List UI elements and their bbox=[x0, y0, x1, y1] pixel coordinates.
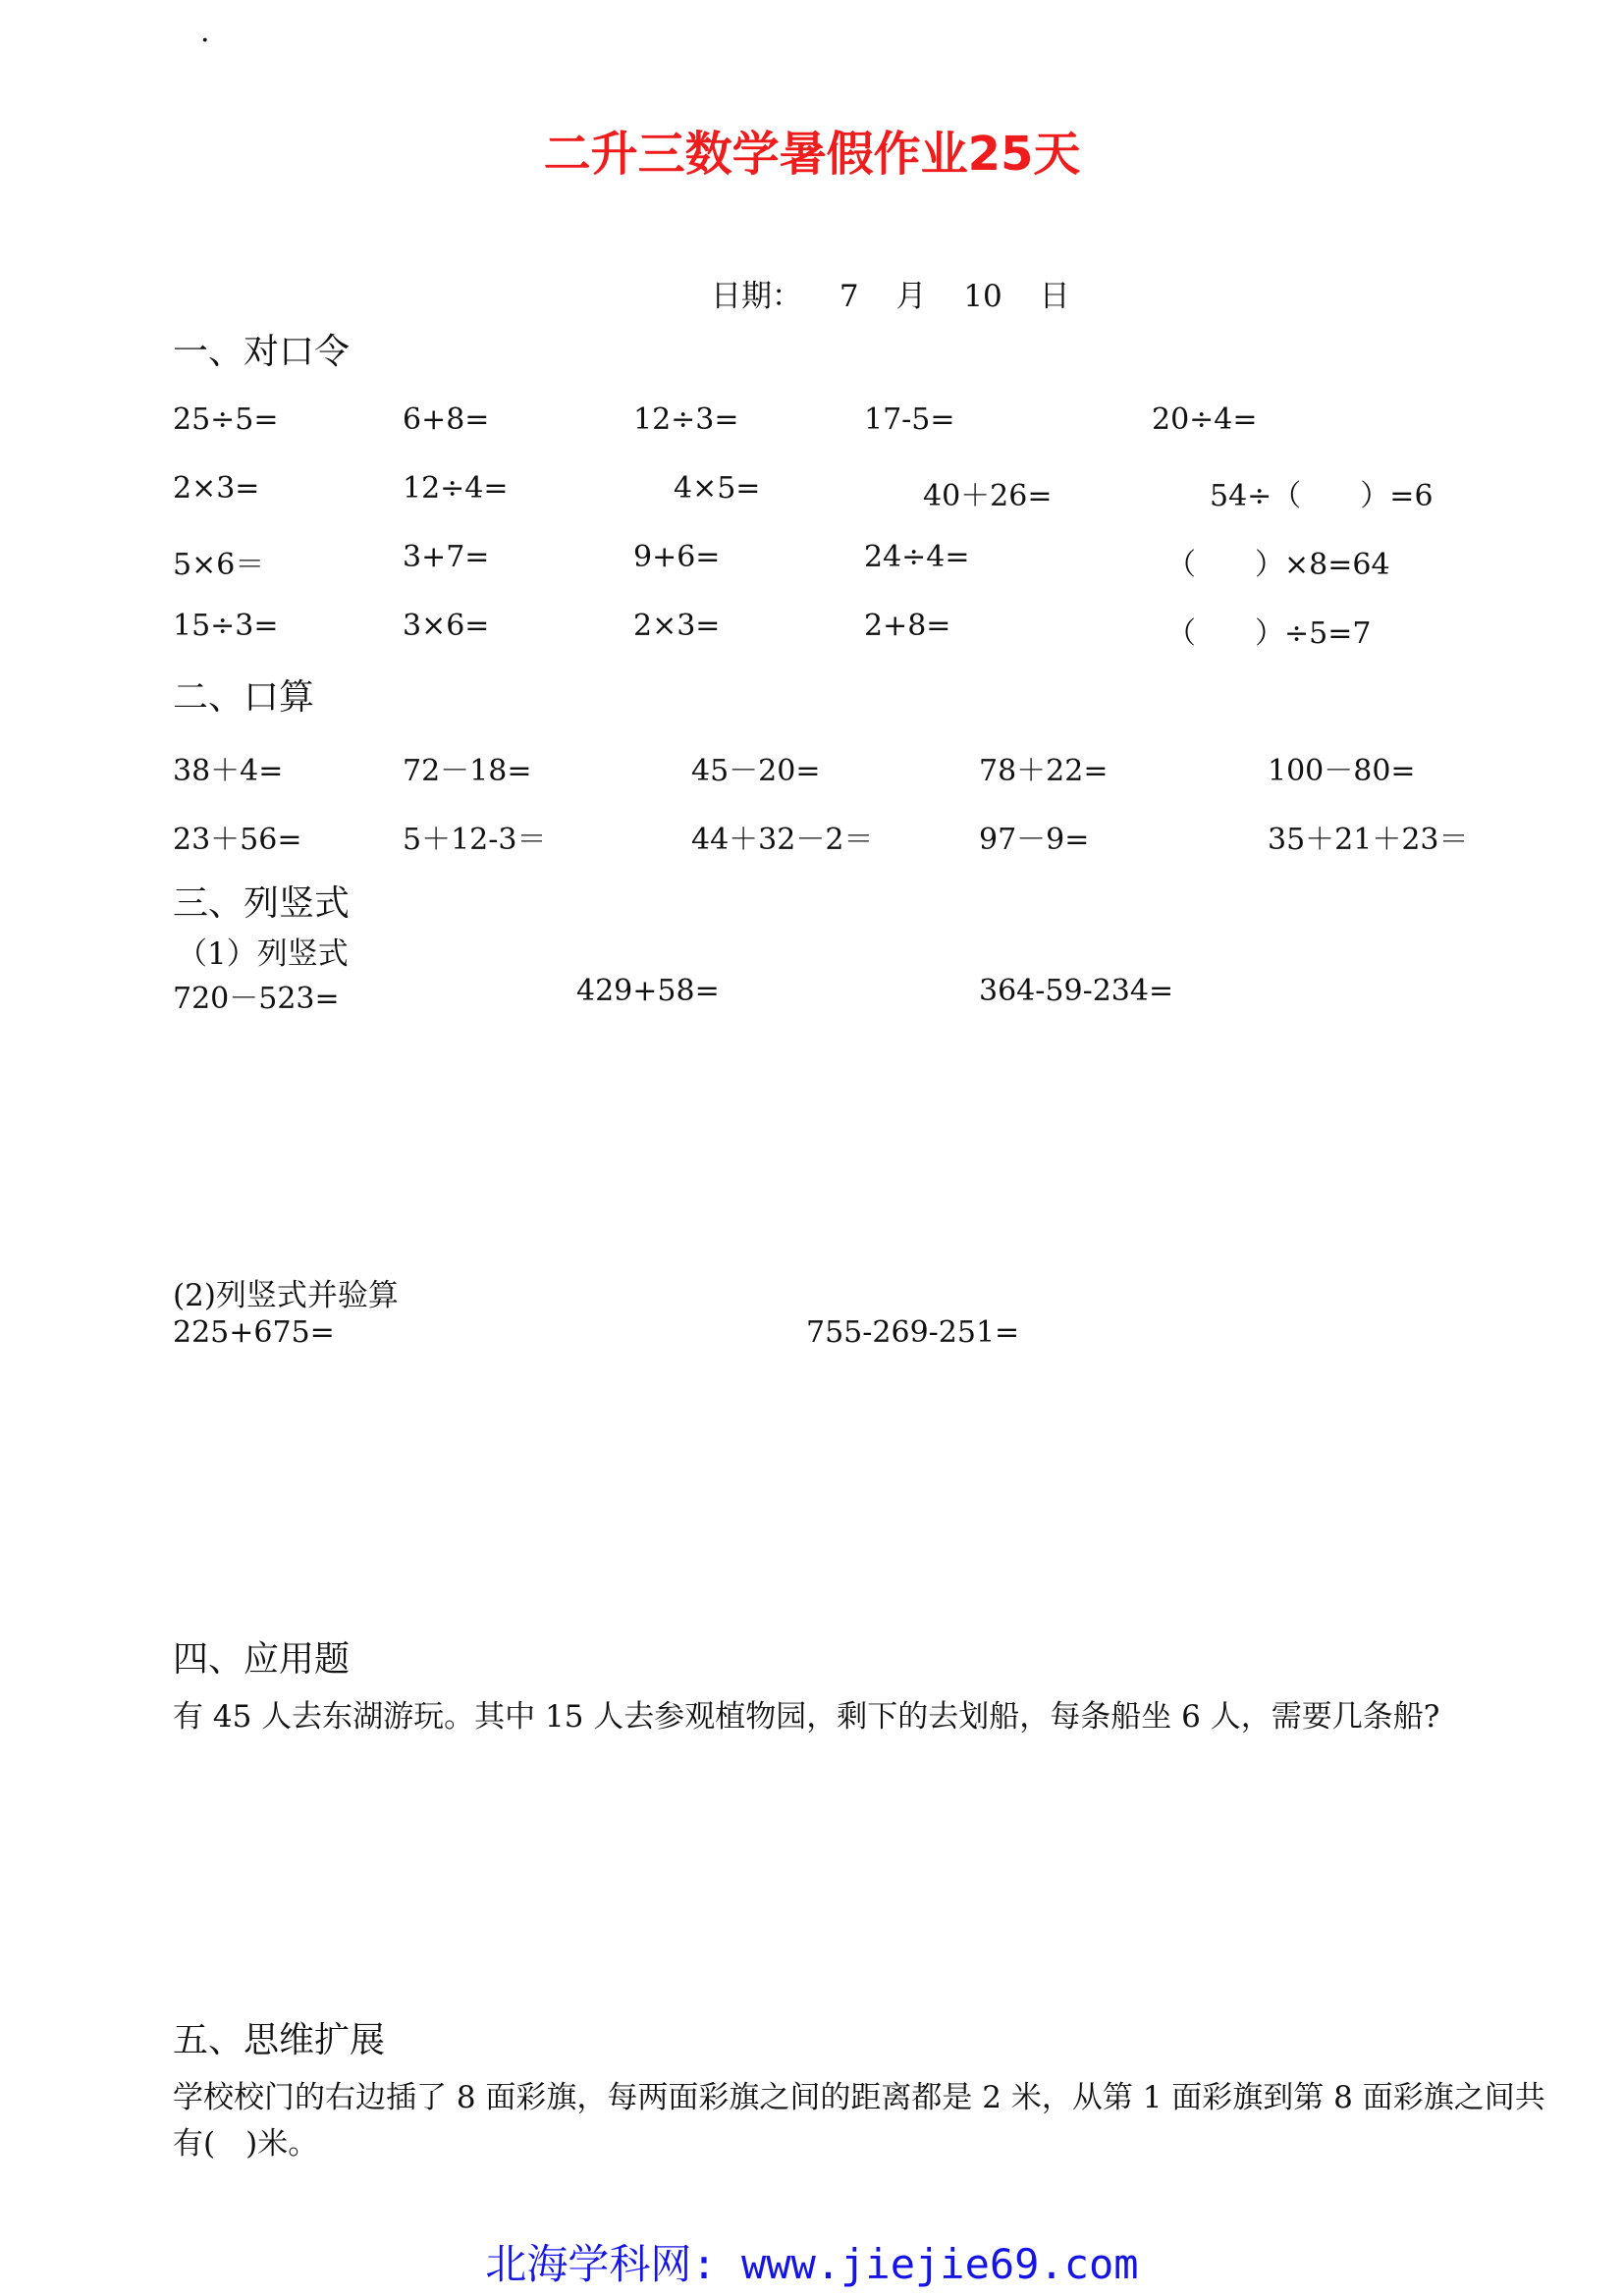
vertical-check-label: (2)列竖式并验算 bbox=[173, 1278, 399, 1313]
problem: 2×3= bbox=[173, 471, 260, 506]
problem: 720－523= bbox=[173, 982, 340, 1016]
problem: 364-59-234= bbox=[979, 974, 1174, 1008]
vertical-check-row bbox=[0, 1315, 1624, 1355]
problem: 4×5= bbox=[674, 471, 761, 506]
problem: （ ）÷5=7 bbox=[1166, 616, 1372, 651]
oral-row-4 bbox=[0, 609, 1624, 651]
mental-row-2 bbox=[0, 815, 1624, 857]
problem: 12÷4= bbox=[403, 471, 509, 506]
problem: 25÷5= bbox=[173, 402, 279, 437]
problem: 15÷3= bbox=[173, 609, 279, 643]
section-heading-4: 四、应用题 bbox=[173, 1639, 351, 1680]
problem: 100－80= bbox=[1268, 754, 1416, 788]
oral-row-2 bbox=[0, 471, 1624, 513]
problem: 20÷4= bbox=[1152, 402, 1258, 437]
thinking-problem-text: 学校校门的右边插了 8 面彩旗，每两面彩旗之间的距离都是 2 米，从第 1 面彩旗到第 8 面彩旗之间共有( )米。 bbox=[173, 2080, 1545, 2162]
problem: 9+6= bbox=[633, 540, 721, 574]
section-heading-3: 三、列竖式 bbox=[173, 883, 351, 924]
problem: 97－9= bbox=[979, 823, 1090, 857]
problem: 17-5= bbox=[864, 402, 955, 437]
problem: 5×6＝ bbox=[173, 548, 265, 582]
problem: 38＋4= bbox=[173, 754, 284, 788]
section-heading-5: 五、思维扩展 bbox=[173, 2020, 386, 2060]
date-month: 7 bbox=[839, 279, 859, 314]
problem: 44＋32－2＝ bbox=[691, 823, 874, 857]
problem: 24÷4= bbox=[864, 540, 970, 574]
footer-watermark: 北海学科网: www.jiejie69.com bbox=[485, 2240, 1139, 2288]
problem: 3+7= bbox=[403, 540, 490, 574]
problem: 429+58= bbox=[576, 974, 720, 1008]
problem: 54÷（ ）=6 bbox=[1210, 479, 1434, 513]
problem: 72－18= bbox=[403, 754, 532, 788]
date-day-unit: 日 bbox=[1039, 279, 1070, 314]
problem: 40＋26= bbox=[923, 479, 1053, 513]
oral-row-1 bbox=[0, 402, 1624, 442]
problem: 2×3= bbox=[633, 609, 721, 643]
problem: 755-269-251= bbox=[806, 1315, 1020, 1350]
word-problem-text: 有 45 人去东湖游玩。其中 15 人去参观植物园，剩下的去划船，每条船坐 6 人，需要几条船? bbox=[173, 1699, 1440, 1735]
date-label: 日期： bbox=[711, 279, 802, 314]
problem: 45－20= bbox=[691, 754, 821, 788]
problem: 23＋56= bbox=[173, 823, 302, 857]
problem: （ ）×8=64 bbox=[1166, 548, 1390, 582]
section-heading-1: 一、对口令 bbox=[173, 332, 351, 372]
oral-row-3 bbox=[0, 540, 1624, 582]
date-month-unit: 月 bbox=[895, 279, 927, 314]
date-day: 10 bbox=[963, 279, 1002, 314]
vertical-calc-row bbox=[0, 974, 1624, 1016]
mental-row-1 bbox=[0, 746, 1624, 788]
problem: 225+675= bbox=[173, 1315, 335, 1350]
top-dot: · bbox=[200, 24, 210, 58]
problem: 6+8= bbox=[403, 402, 490, 437]
problem: 5＋12-3＝ bbox=[403, 823, 547, 857]
date-line bbox=[711, 271, 1088, 315]
problem: 12÷3= bbox=[633, 402, 739, 437]
vertical-calc-label: （1）列竖式 bbox=[177, 936, 349, 972]
problem: 3×6= bbox=[403, 609, 490, 643]
problem: 35＋21＋23＝ bbox=[1268, 823, 1469, 857]
problem: 2+8= bbox=[864, 609, 951, 643]
page-title: 二升三数学暑假作业25天 bbox=[543, 127, 1081, 182]
section-heading-2: 二、口算 bbox=[173, 677, 315, 718]
problem: 78＋22= bbox=[979, 754, 1109, 788]
